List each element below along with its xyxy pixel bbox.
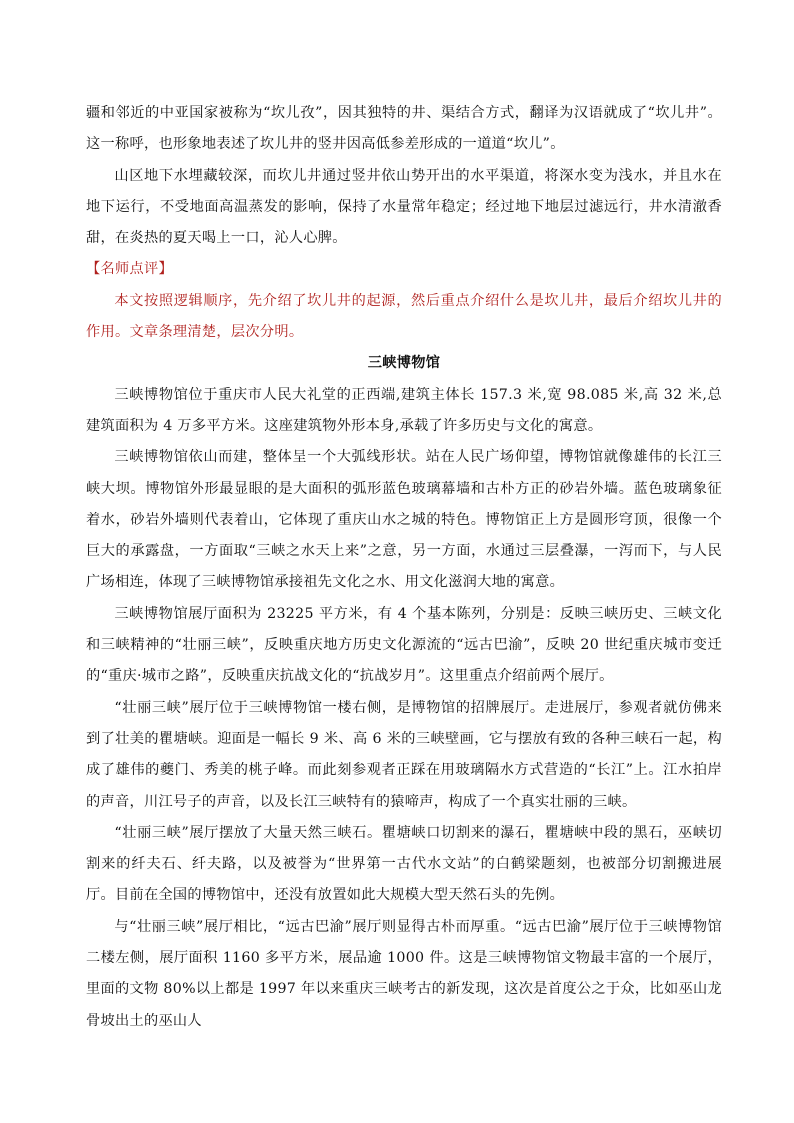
paragraph-karez-name: 疆和邻近的中亚国家被称为“坎儿孜”，因其独特的井、渠结合方式，翻译为汉语就成了“坎儿井”。这一称呼，也形象地表述了坎儿井的竖井因高低参差形成的一道道“坎儿”。 <box>86 105 722 153</box>
article-paragraph-stones: “壮丽三峡”展厅摆放了大量天然三峡石。瞿塘峡口切割来的瀑石，瞿塘峡中段的黑石，巫峡切割来的纤夫石、纤夫路，以及被誉为“世界第一古代水文站”的白鹤梁题刻，也被部分切割搬进展厅。目前在全国的博物馆中，还没有放置如此大规模大型天然石头的先例。 <box>86 824 722 904</box>
comment-text: 本文按照逻辑顺序，先介绍了坎儿井的起源，然后重点介绍什么是坎儿井，最后介绍坎儿井的作用。文章条理清楚，层次分明。 <box>86 292 722 341</box>
article-title: 三峡博物馆 <box>367 355 441 372</box>
article-paragraph-ancient-bayu: 与“壮丽三峡”展厅相比，“远古巴渝”展厅则显得古朴而厚重。“远古巴渝”展厅位于三峡博物馆二楼左侧，展厅面积 1160 多平方米，展品逾 1000 件。这是三峡博物馆文物最丰富的一个展厅，里面的文物 80%以上都是 1997 年以来重庆三峡考古的新发现，这次是首度公之于众，比如巫山龙骨坡出土的巫山人 <box>86 918 722 1029</box>
article-paragraph-location: 三峡博物馆位于重庆市人民大礼堂的正西端,建筑主体长 157.3 米,宽 98.085 米,高 32 米,总建筑面积为 4 万多平方米。这座建筑物外形本身,承载了许多历史与文化的寓意。 <box>86 386 722 434</box>
article-paragraph-exhibits: 三峡博物馆展厅面积为 23225 平方米，有 4 个基本陈列，分别是：反映三峡历史、三峡文化和三峡精神的“壮丽三峡”，反映重庆地方历史文化源流的“远古巴渝”，反映 20 世纪重庆城市变迁的“重庆·城市之路”，反映重庆抗战文化的“抗战岁月”。这里重点介绍前两个展厅。 <box>86 605 722 685</box>
paragraph-karez-water: 山区地下水埋藏较深，而坎儿井通过竖井依山势开出的水平渠道，将深水变为浅水，并且水在地下运行，不受地面高温蒸发的影响，保持了水量常年稳定；经过地下地层过滤远行，井水清澈香甜，在炎热的夏天喝上一口，沁人心脾。 <box>86 167 722 247</box>
document-body <box>86 98 722 1037</box>
comment-label: 【名师点评】 <box>86 261 173 278</box>
article-paragraph-three-gorges-hall: “壮丽三峡”展厅位于三峡博物馆一楼右侧，是博物馆的招牌展厅。走进展厅，参观者就仿佛来到了壮美的瞿塘峡。迎面是一幅长 9 米、高 6 米的三峡壁画，它与摆放有致的各种三峡石一起，构成了雄伟的夔门、秀美的桃子峰。而此刻参观者正踩在用玻璃隔水方式营造的“长江”上。江水拍岸的声音，川江号子的声音，以及长江三峡特有的猿啼声，构成了一个真实壮丽的三峡。 <box>86 699 722 810</box>
article-paragraph-architecture: 三峡博物馆依山而建，整体呈一个大弧线形状。站在人民广场仰望，博物馆就像雄伟的长江三峡大坝。博物馆外形最显眼的是大面积的弧形蓝色玻璃幕墙和古朴方正的砂岩外墙。蓝色玻璃象征着水，砂岩外墙则代表着山，它体现了重庆山水之城的特色。博物馆正上方是圆形穹顶，很像一个巨大的承露盘，一方面取“三峡之水天上来”之意，另一方面，水通过三层叠瀑，一泻而下，与人民广场相连，体现了三峡博物馆承接祖先文化之水、用文化滋润大地的寓意。 <box>86 449 722 591</box>
